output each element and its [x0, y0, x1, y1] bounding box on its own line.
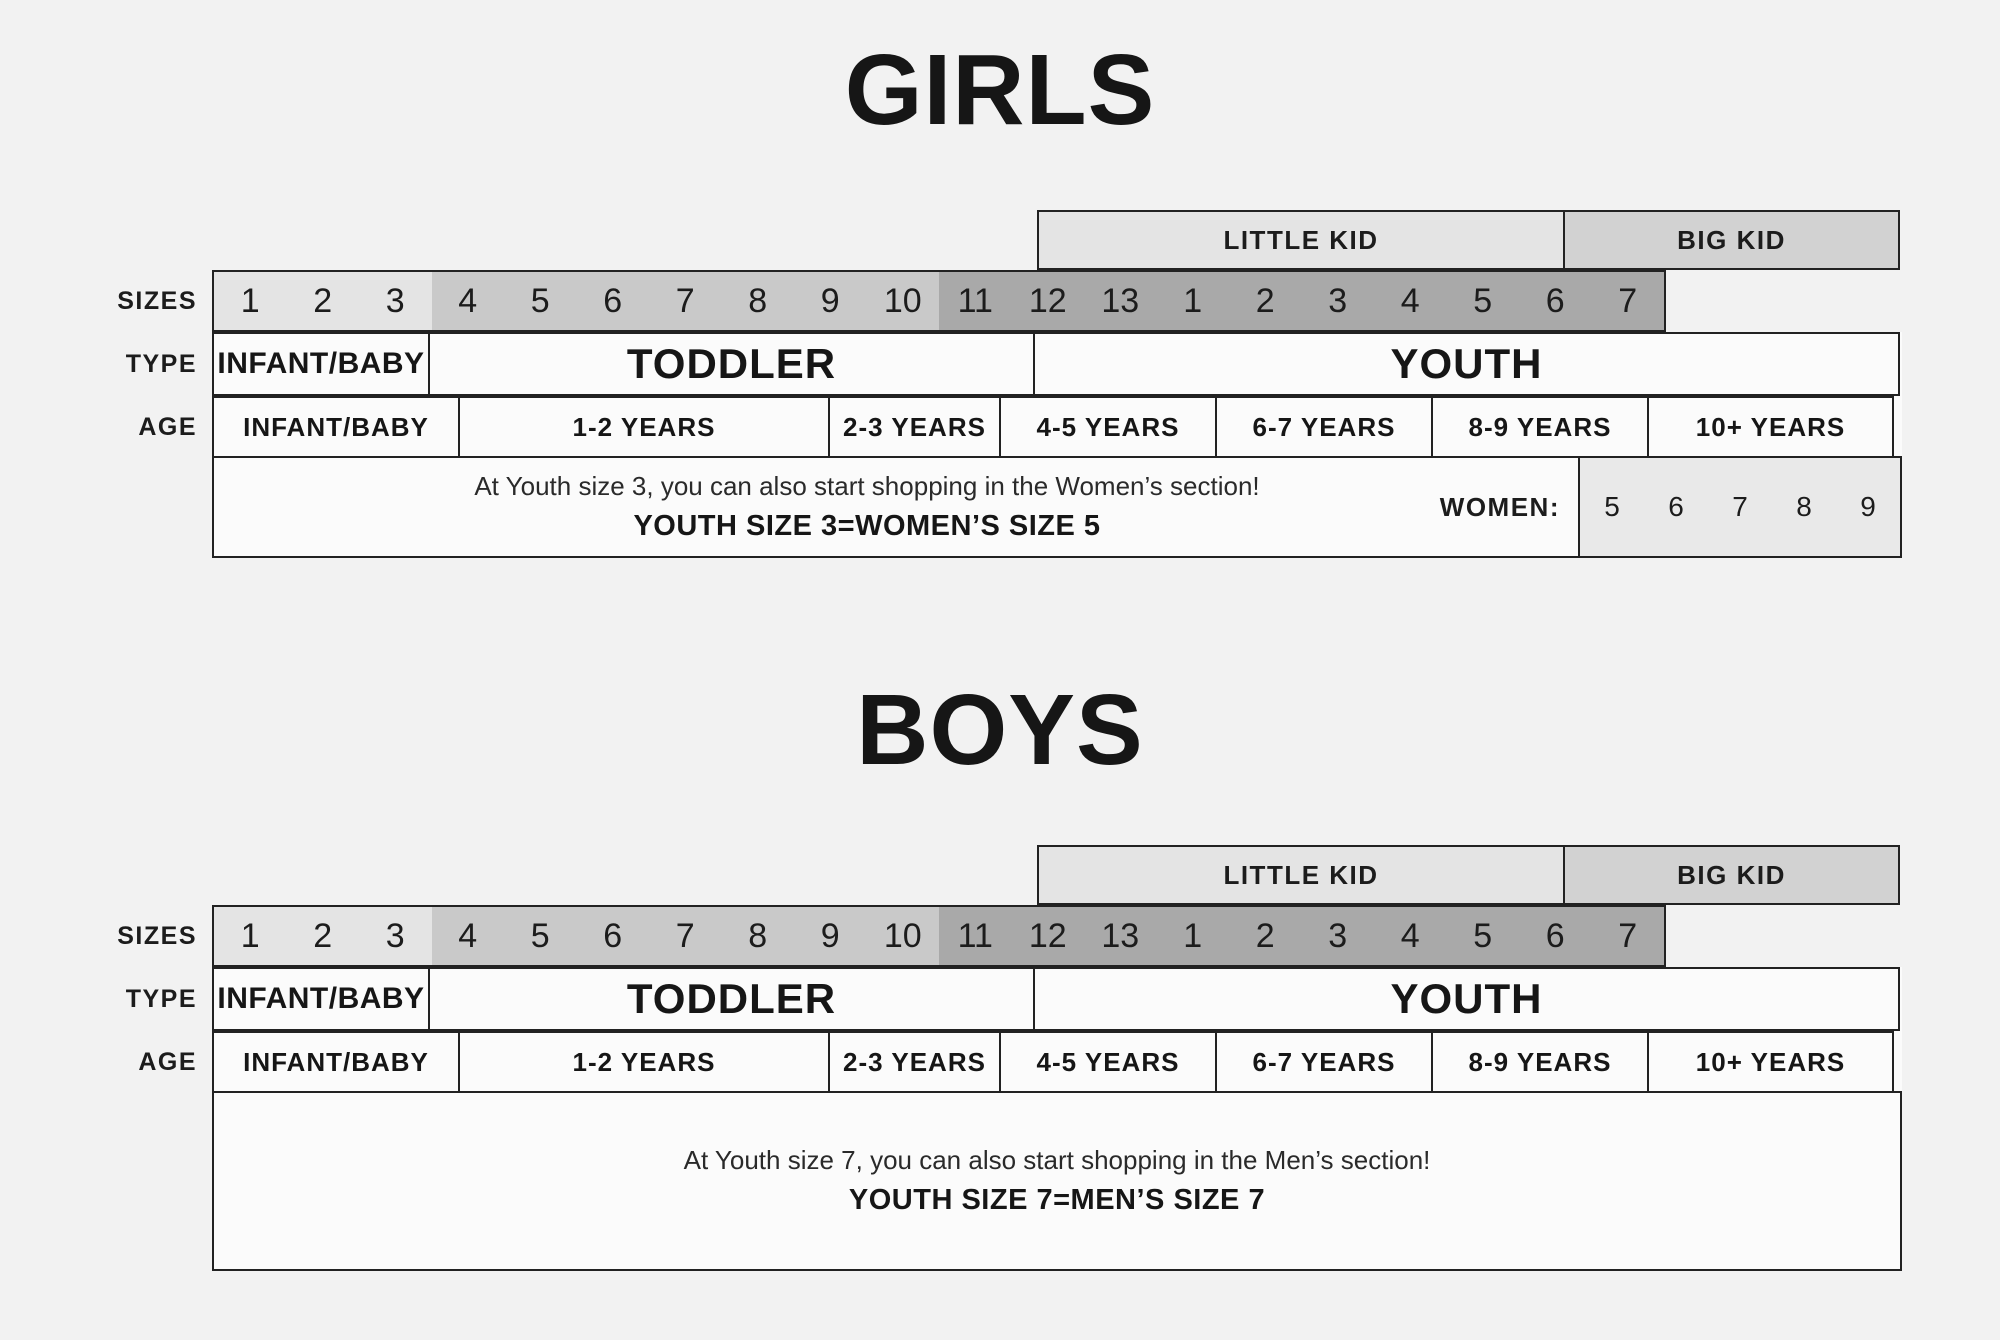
size-cell: 13 [1101, 916, 1140, 955]
women-size-cell: 8 [1796, 491, 1812, 522]
size-cell: 3 [385, 281, 405, 320]
boys-age-row [138, 1031, 1902, 1093]
size-cell: 3 [385, 916, 405, 955]
boys-little-kid-band: LITTLE KID [1037, 845, 1565, 905]
boys-sizes-infant-group [212, 905, 432, 967]
size-cell: 7 [1618, 281, 1638, 320]
girls-little-kid-band: LITTLE KID [1037, 210, 1565, 270]
girls-sizes-infant-group [212, 270, 432, 332]
size-cell: 3 [1328, 916, 1348, 955]
size-cell: 9 [820, 281, 840, 320]
boys-sizes-row [117, 905, 1902, 967]
boys-note-text [214, 1142, 1900, 1220]
size-cell: 4 [1400, 281, 1420, 320]
girls-age-row [138, 396, 1902, 458]
size-cell: 13 [1101, 281, 1140, 320]
girls-type-toddler: TODDLER [428, 332, 1035, 396]
women-size-cell: 7 [1732, 491, 1748, 522]
girls-big-kid-band: BIG KID [1563, 210, 1900, 270]
boys-note-row [212, 1091, 1902, 1271]
size-cell: 2 [313, 916, 333, 955]
girls-note-row [212, 456, 1902, 558]
size-cell: 4 [458, 281, 478, 320]
age-cell: INFANT/BABY [212, 1031, 460, 1093]
girls-sizes-row [117, 270, 1902, 332]
age-cell: 6-7 YEARS [1215, 1031, 1433, 1093]
boys-age-row-label: AGE [138, 1047, 197, 1076]
age-cell: 2-3 YEARS [828, 1031, 1001, 1093]
girls-age-row-label: AGE [138, 412, 197, 441]
girls-type-youth: YOUTH [1033, 332, 1900, 396]
size-cell: 12 [1028, 916, 1067, 955]
boys-size-chart [117, 845, 1902, 1271]
boys-type-youth: YOUTH [1033, 967, 1900, 1031]
size-cell: 11 [957, 916, 993, 955]
boys-note-line1: At Youth size 7, you can also start shopping in the Men’s section! [683, 1144, 1431, 1175]
boys-sizes-toddler-group [432, 905, 940, 967]
boys-type-infant: INFANT/BABY [212, 967, 430, 1031]
age-cell: 1-2 YEARS [458, 1031, 830, 1093]
size-cell: 6 [603, 916, 623, 955]
size-cell: 7 [1618, 916, 1638, 955]
age-cell: 10+ YEARS [1647, 396, 1894, 458]
boys-sizes-youth-group [939, 905, 1666, 967]
age-cell: 1-2 YEARS [458, 396, 830, 458]
age-cell: 8-9 YEARS [1431, 396, 1649, 458]
women-sizes-strip [1578, 458, 1900, 556]
girls-women-conversion [1440, 458, 1900, 556]
size-cell: 8 [748, 916, 768, 955]
size-cell: 8 [748, 281, 768, 320]
girls-sizes-row-label: SIZES [117, 286, 197, 315]
women-label: WOMEN: [1439, 491, 1560, 522]
girls-type-row-label: TYPE [125, 349, 197, 378]
age-cell: 4-5 YEARS [999, 1031, 1217, 1093]
age-cell: 6-7 YEARS [1215, 396, 1433, 458]
age-cell: 8-9 YEARS [1431, 1031, 1649, 1093]
age-cell: 2-3 YEARS [828, 396, 1001, 458]
girls-sizes-toddler-group [432, 270, 940, 332]
boys-type-row [125, 967, 1902, 1031]
size-cell: 9 [820, 916, 840, 955]
girls-type-infant: INFANT/BABY [212, 332, 430, 396]
size-cell: 1 [1183, 281, 1203, 320]
women-size-cell: 6 [1668, 491, 1684, 522]
girls-kid-band-row [1037, 210, 1902, 270]
size-cell: 5 [530, 916, 550, 955]
size-cell: 5 [530, 281, 550, 320]
boys-note-line2: YOUTH SIZE 7=MEN’S SIZE 7 [848, 1183, 1266, 1216]
size-cell: 6 [1545, 281, 1565, 320]
boys-kid-band-row [1037, 845, 1902, 905]
age-cell: 10+ YEARS [1647, 1031, 1894, 1093]
boys-sizes-row-label: SIZES [117, 921, 197, 950]
size-cell: 2 [1255, 916, 1275, 955]
size-cell: 3 [1328, 281, 1348, 320]
size-cell: 2 [313, 281, 333, 320]
size-cell: 6 [603, 281, 623, 320]
girls-note-line2: YOUTH SIZE 3=WOMEN’S SIZE 5 [633, 509, 1101, 542]
boys-big-kid-band: BIG KID [1563, 845, 1900, 905]
girls-note-text [214, 468, 1520, 546]
girls-note-line1: At Youth size 3, you can also start shopping in the Women’s section! [474, 470, 1260, 501]
size-cell: 4 [1400, 916, 1420, 955]
age-cell: INFANT/BABY [212, 396, 460, 458]
size-cell: 5 [1473, 916, 1493, 955]
size-cell: 1 [1183, 916, 1203, 955]
size-cell: 4 [458, 916, 478, 955]
women-size-cell: 5 [1604, 491, 1620, 522]
size-cell: 1 [240, 916, 260, 955]
size-cell: 10 [883, 281, 922, 320]
age-cell: 4-5 YEARS [999, 396, 1217, 458]
girls-section-title: GIRLS [844, 34, 1156, 146]
girls-size-chart [117, 210, 1902, 558]
size-cell: 1 [240, 281, 260, 320]
size-cell: 12 [1028, 281, 1067, 320]
size-cell: 7 [675, 916, 695, 955]
size-cell: 10 [883, 916, 922, 955]
size-cell: 7 [675, 281, 695, 320]
size-cell: 11 [957, 281, 993, 320]
girls-sizes-youth-group [939, 270, 1666, 332]
girls-type-row [125, 332, 1902, 396]
boys-section-title: BOYS [856, 674, 1144, 786]
women-size-cell: 9 [1860, 491, 1876, 522]
size-cell: 2 [1255, 281, 1275, 320]
boys-type-toddler: TODDLER [428, 967, 1035, 1031]
size-cell: 5 [1473, 281, 1493, 320]
boys-type-row-label: TYPE [125, 984, 197, 1013]
size-cell: 6 [1545, 916, 1565, 955]
